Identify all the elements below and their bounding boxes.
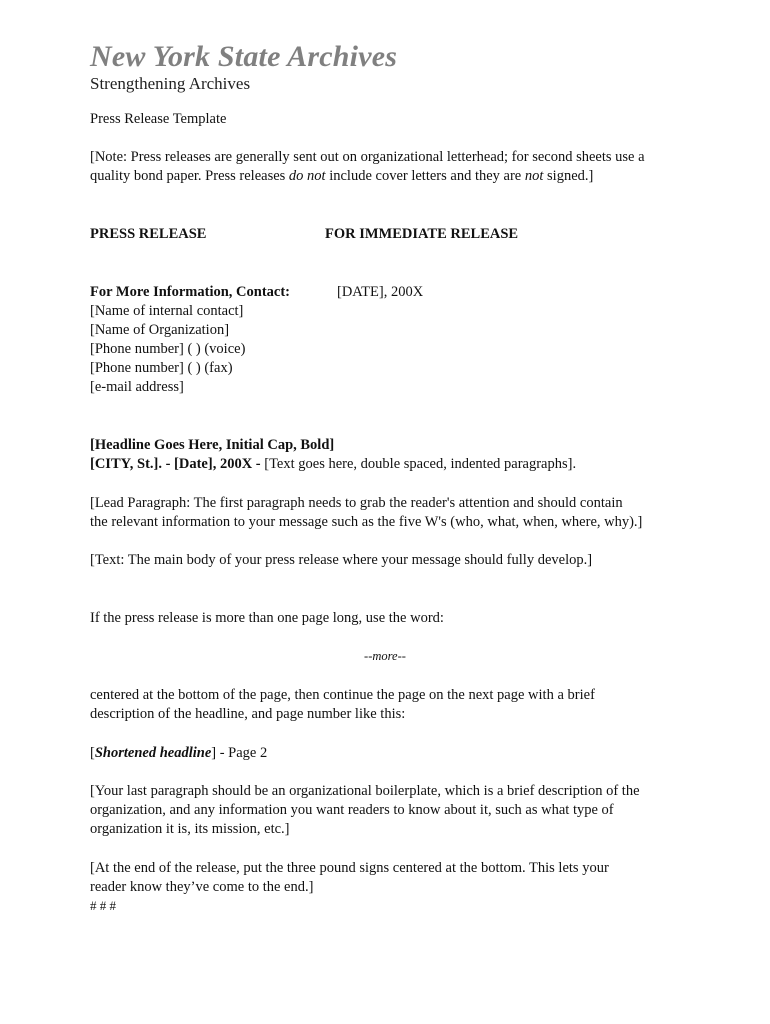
shortened-headline-text: Shortened headline (94, 745, 212, 761)
headline-placeholder: [Headline Goes Here, Initial Cap, Bold] (90, 437, 335, 453)
dateline-text: [Text goes here, double spaced, indented paragraphs]. (264, 456, 577, 472)
bracket: [ (90, 745, 95, 761)
boilerplate-line-2: organization, and any information you want readers to know about it, such as what type of (90, 802, 614, 818)
dateline (90, 455, 576, 474)
header-subtitle: Strengthening Archives (90, 74, 251, 93)
text-paragraph: [Text: The main body of your press release where your message should fully develop.] (90, 552, 593, 568)
contact-heading: For More Information, Contact: (90, 284, 291, 300)
note-emphasis: not (524, 168, 544, 184)
contact-line: [Phone number] ( ) (fax) (90, 360, 233, 376)
pound-signs: # # # (90, 898, 116, 913)
lead-line-2: the relevant information to your message such as the five W's (who, what, when, where, why).] (90, 514, 643, 530)
end-line-2: reader know they’ve come to the end.] (90, 879, 314, 895)
note-text: quality bond paper. Press releases (90, 168, 289, 184)
boilerplate-line-1: [Your last paragraph should be an organizational boilerplate, which is a brief description of the (90, 783, 640, 799)
header-title: New York State Archives (90, 40, 398, 73)
shortened-headline (90, 744, 267, 763)
more-marker: --more-- (364, 649, 406, 663)
contact-line: [e-mail address] (90, 379, 184, 395)
more-intro: If the press release is more than one page long, use the word: (90, 610, 444, 626)
template-title: Press Release Template (90, 111, 227, 127)
lead-line-1: [Lead Paragraph: The first paragraph needs to grab the reader's attention and should contain (90, 495, 623, 511)
contact-line: [Name of internal contact] (90, 303, 244, 319)
end-line-1: [At the end of the release, put the three pound signs centered at the bottom. This lets your (90, 860, 609, 876)
boilerplate-line-3: organization it is, its mission, etc.] (90, 821, 290, 837)
note-emphasis: do not (288, 168, 326, 184)
contact-line: [Phone number] ( ) (voice) (90, 341, 246, 357)
note-text: include cover letters and they are (325, 168, 525, 184)
press-release-label: PRESS RELEASE (90, 226, 207, 242)
contact-line: [Name of Organization] (90, 322, 230, 338)
note-line-2 (90, 167, 593, 186)
release-date: [DATE], 200X (337, 284, 424, 300)
note-text: signed.] (543, 168, 594, 184)
continue-line-2: description of the headline, and page number like this: (90, 706, 406, 722)
note-line-1: [Note: Press releases are generally sent out on organizational letterhead; for second sheets use a (90, 149, 645, 165)
dateline-bold: [CITY, St.]. - [Date], 200X - (90, 456, 265, 472)
continue-line-1: centered at the bottom of the page, then continue the page on the next page with a brief (90, 687, 595, 703)
immediate-release-label: FOR IMMEDIATE RELEASE (325, 226, 519, 242)
page-number-text: ] - Page 2 (211, 745, 268, 761)
